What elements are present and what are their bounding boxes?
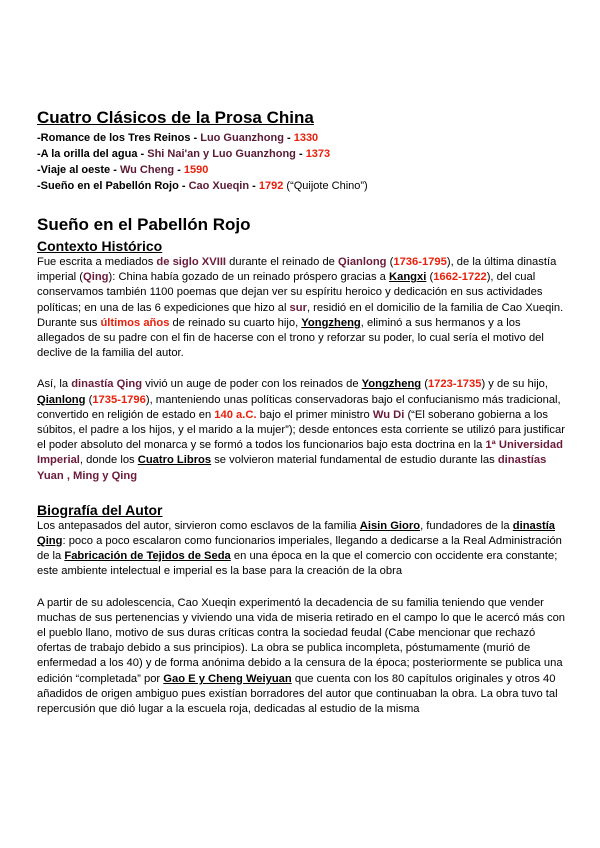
biografia-heading: Biografía del Autor	[37, 501, 163, 518]
text-run: en una época en la que el	[230, 550, 366, 563]
bold-phrase: políticas conservadoras	[250, 393, 369, 406]
separator: -	[283, 132, 294, 144]
bold-phrase: intelectual e imperial	[110, 565, 213, 578]
work-year: 1792	[258, 180, 284, 192]
bold-phrase: auge de poder	[186, 378, 259, 391]
text-run: contra la	[254, 627, 304, 640]
text-run: Así, la	[37, 378, 72, 391]
bold-phrase: última dinastía imperial	[37, 256, 557, 284]
bold-phrase: reforzar su poder	[326, 332, 412, 345]
text-run: , eliminó a sus	[360, 316, 436, 329]
paragraph-2	[37, 377, 567, 483]
bold-phrase: sociedad feudal	[303, 627, 382, 640]
classics-list	[37, 130, 567, 194]
text-run: que dejan ver su	[216, 286, 306, 299]
text-run: capítulos originales y otros	[404, 672, 544, 685]
text-run: ” por	[137, 672, 164, 685]
highlight-term: dinastías Yuan , Ming y Qing	[37, 454, 547, 482]
text-run: bajo el	[368, 393, 408, 406]
underlined-term: Qianlong	[37, 393, 86, 406]
text-run: del monarca y se formó a todos los funcionarios bajo esta doctrina en la	[122, 439, 486, 452]
text-run: , llegando a dedicarse a la	[329, 535, 464, 548]
text-run: bajo el primer ministro	[256, 408, 373, 421]
underlined-term: Aisin Gioro	[359, 519, 421, 532]
bold-phrase: confucianismo más tradicional	[407, 393, 558, 406]
bold-phrase: Cao Xueqin	[501, 301, 561, 314]
highlight-term: dinastía Qing	[71, 378, 143, 391]
text-run: que hizo al	[229, 301, 290, 314]
text-run: de la época; posteriormente se publica una edición “	[37, 657, 563, 685]
text-run: a los	[493, 316, 521, 329]
text-run: de la familia del autor.	[71, 347, 184, 360]
text-run: , convertido en	[37, 393, 561, 421]
bold-phrase: censura	[305, 657, 346, 670]
highlight-term: de siglo XVIII	[156, 256, 227, 268]
text-run: (“El soberano gobierna a los súbitos, el padre a los hijos, y el marido a la mujer”); desde entonces esta corriente se utilizó para	[37, 408, 549, 437]
list-item	[37, 130, 567, 146]
text-run: , lo cual sería el motivo del	[411, 332, 544, 345]
separator: -	[249, 180, 259, 192]
text-run: en sus	[447, 286, 487, 299]
classics-title: Cuatro Clásicos de la Prosa China	[37, 108, 314, 127]
text-run: de reinado su cuarto hijo,	[169, 316, 302, 329]
text-run: el	[37, 439, 49, 452]
work-note: (“Quijote Chino”)	[283, 180, 368, 192]
text-run: pues existían	[178, 687, 251, 700]
underlined-term: Yongzheng	[301, 316, 361, 329]
text-run: para la creación de la obra	[266, 565, 403, 578]
work-year: 1330	[293, 132, 319, 144]
separator: -	[174, 164, 184, 176]
text-run: . Durante sus	[37, 301, 564, 329]
date-red: 1735-1796	[92, 393, 146, 406]
list-item	[37, 178, 567, 194]
text-run: (	[426, 271, 434, 284]
text-run: y	[315, 332, 327, 345]
bold-phrase: incompleta	[345, 642, 400, 655]
bold-phrase: duras críticas	[187, 627, 255, 640]
date-red: 1723-1735	[427, 378, 482, 391]
text-run: con los reinados de	[258, 378, 362, 391]
text-run: A partir de su	[37, 596, 107, 609]
date-red: 1662-1722	[433, 271, 487, 284]
text-run: durante las	[436, 454, 498, 467]
text-run: se volvieron	[211, 454, 278, 467]
text-run: , fundadores de la	[420, 519, 513, 532]
text-run: con occidente era constante; este ambiente	[37, 550, 558, 578]
separator: -	[295, 148, 306, 160]
text-run: ), manteniendo unas	[145, 393, 251, 406]
text-run: lo que le acercó más con el pueblo llano, motivo de sus	[37, 611, 566, 640]
text-run: en	[195, 408, 215, 421]
underlined-term: Kangxi	[389, 271, 427, 284]
bold-phrase: esclavos	[250, 519, 294, 532]
text-run: durante el reinado de	[226, 256, 339, 268]
underlined-term: Gao E y Cheng Weiyuan	[163, 672, 292, 685]
list-item	[37, 162, 567, 178]
work-author: Luo Guanzhong	[200, 132, 284, 144]
bold-phrase: actividades políticas	[37, 286, 543, 314]
bold-phrase: 1100 poemas	[149, 286, 217, 299]
text-run: ; en una de las	[78, 301, 155, 314]
bold-phrase: vender	[509, 596, 544, 609]
bold-phrase: 40 añadidos	[37, 672, 556, 700]
section-title: Sueño en el Pabellón Rojo	[37, 215, 251, 234]
text-run: ): China había gozado de un	[108, 271, 253, 284]
paragraph-3	[37, 519, 567, 580]
text-run: vivió un	[142, 378, 187, 391]
text-run: del autor que continuaban la obra. La obra tuvo tal repercusión que dió lugar a la	[37, 687, 558, 716]
paragraph-4	[37, 596, 567, 718]
text-run: (	[76, 271, 84, 284]
work-author: Cao Xueqin	[188, 180, 250, 192]
text-run: (murió de enfermedad a los 40) y de forma	[37, 642, 531, 670]
highlight-term: Wu Di	[372, 408, 405, 421]
date-red: últimos años	[100, 316, 170, 329]
paragraph-1	[37, 255, 567, 361]
work-title: -A la orilla del agua -	[37, 148, 145, 160]
date-red: 1736-1795	[393, 256, 447, 268]
highlight-term: sur	[289, 301, 307, 314]
list-item	[37, 146, 567, 162]
text-run: muchas de sus pertenencias y viviendo una vida de	[37, 611, 297, 624]
bold-phrase: funcionarios imperiales	[214, 535, 330, 548]
text-run: de su familia teniendo que	[372, 596, 510, 609]
work-year: 1373	[305, 148, 331, 160]
date-red: 140 a.C.	[214, 408, 257, 421]
bold-phrase: reinado próspero	[252, 271, 338, 284]
text-run: , donde los	[79, 454, 138, 467]
text-run: (	[386, 256, 394, 268]
work-title: -Sueño en el Pabellón Rojo -	[37, 180, 186, 192]
highlight-term: Qing	[83, 271, 109, 284]
bold-phrase: Real Administración	[463, 535, 562, 548]
underlined-term: dinastía Qing	[37, 519, 556, 548]
bold-phrase: trono	[289, 332, 316, 345]
bold-phrase: decadencia	[315, 596, 373, 609]
underlined-term: Fabricación de Tejidos de Seda	[64, 550, 231, 563]
text-run: , residió en el domicilio de la familia de	[306, 301, 502, 314]
bold-phrase: borradores	[250, 687, 305, 700]
text-run: Los antepasados del autor, sirvieron como	[37, 519, 251, 532]
bold-phrase: origen ambiguo	[101, 687, 179, 700]
bold-phrase: poder absoluto	[48, 439, 123, 452]
text-run: que cuenta con los	[291, 672, 392, 685]
bold-phrase: justificar	[523, 424, 565, 437]
bold-phrase: campo	[403, 611, 438, 624]
bold-phrase: adolescencia	[106, 596, 172, 609]
text-run: (	[85, 393, 93, 406]
text-run: de la	[37, 550, 65, 563]
text-run: es la	[212, 565, 243, 578]
document-page	[37, 108, 567, 717]
underlined-term: Yongzheng	[361, 378, 422, 391]
text-run: Fue escrita a mediados	[37, 256, 157, 268]
text-run: retirado en el	[332, 611, 404, 624]
bold-phrase: anónima	[201, 657, 245, 670]
bold-phrase: allegados de su padre	[37, 332, 148, 345]
highlight-term: 1ª Universidad Imperial	[37, 439, 563, 467]
text-run: ) y de su hijo,	[481, 378, 549, 391]
text-run: de	[82, 687, 102, 700]
text-run: con el fin de hacerse con el	[147, 332, 290, 345]
highlight-term: Qianlong	[338, 256, 387, 268]
text-run: ), del cual conservamos también	[37, 271, 536, 299]
work-year: 1590	[183, 164, 209, 176]
text-run: : poco a poco escalaron como	[62, 535, 215, 548]
bold-phrase: declive	[37, 347, 72, 360]
work-title: -Romance de los Tres Reinos -	[37, 132, 198, 144]
text-run: (	[421, 378, 428, 391]
bold-phrase: 80	[391, 672, 405, 685]
text-run: ), de la	[446, 256, 485, 268]
bold-phrase: hermanos y	[435, 316, 494, 329]
text-run: debido a la	[244, 657, 306, 670]
text-run: , Cao Xueqin experimentó la	[171, 596, 316, 609]
work-title: -Viaje al oeste -	[37, 164, 117, 176]
bold-phrase: material fundamental de estudio	[277, 454, 437, 467]
bold-phrase: 6 expediciones	[154, 301, 230, 314]
bold-phrase: póstumamente	[405, 642, 480, 655]
text-run: ,	[399, 642, 406, 655]
bold-phrase: completada	[79, 672, 138, 685]
text-run: de la familia	[293, 519, 360, 532]
text-run: (Cabe mencionar que rechazó ofertas de trabajo debido a sus principios). La obra se publica	[37, 627, 536, 655]
work-author: Wu Cheng	[119, 164, 175, 176]
bold-phrase: base	[242, 565, 267, 578]
bold-phrase: espíritu heroico y dedicación	[305, 286, 448, 299]
bold-phrase: escuela roja	[187, 703, 248, 716]
bold-phrase: miseria	[296, 611, 333, 624]
bold-phrase: religión de estado	[107, 408, 196, 421]
underlined-term: Cuatro Libros	[137, 454, 212, 467]
text-run: gracias a	[337, 271, 390, 284]
bold-phrase: comercio	[365, 550, 412, 563]
text-run: , dedicadas al estudio de la misma	[247, 703, 420, 716]
contexto-heading: Contexto Histórico	[37, 238, 163, 254]
work-author: Shi Nai'an y Luo Guanzhong	[147, 148, 296, 160]
